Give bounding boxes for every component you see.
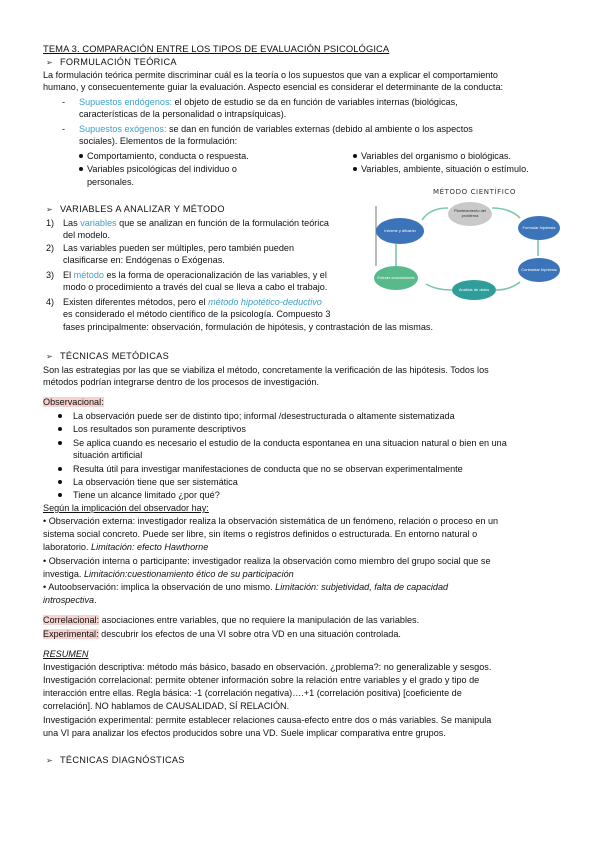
observacion-externa-line: sistema social concreto. Puede ser libre, sin ítems o registros definidos o estructurada. En entorno natural o (43, 529, 478, 539)
section-heading-variables (46, 203, 225, 216)
definition-line: sociales). Elementos de la formulación: (79, 136, 238, 146)
observacion-interna-line: • Observación interna o participante: investigador realiza la observación como miembro del grupo social que se (43, 556, 491, 566)
list-number: 4) (46, 297, 55, 307)
bullet-dot-icon (58, 414, 62, 418)
node-informe-difusion: Informe y difusión (376, 218, 424, 244)
node-analisis-datos: Análisis de datos (452, 280, 496, 300)
bullet-dot-icon (79, 154, 83, 158)
numbered-item-1 (63, 217, 363, 229)
resumen-line: una VI para analizar los efectos producidos sobre una VD. Suele implicar comparativa entre grupos. (43, 728, 446, 738)
line-text: laboratorio. (43, 542, 92, 552)
arrow-bullet-icon: ➢ (46, 205, 54, 214)
term-metodo: método (73, 270, 104, 280)
section-heading-text: TÉCNICAS DIAGNÓSTICAS (60, 755, 185, 765)
line-text: descubrir los efectos de una VI sobre otra VD en una situación controlada. (98, 629, 401, 639)
list-item-text: Comportamiento, conducta o respuesta. (87, 151, 249, 161)
limitation-text: introspectiva (43, 595, 95, 605)
autoobservacion-line (43, 594, 563, 606)
node-contrastar-hipotesis: Contrastar hipótesis (518, 258, 560, 282)
numbered-item-line: es considerado el método científico de la psicología. Compuesto 3 (63, 309, 331, 319)
section-heading-text: VARIABLES A ANALIZAR Y MÉTODO (60, 204, 225, 214)
term-variables: variables (80, 218, 117, 228)
item-text: Existen diferentes métodos, pero el (63, 297, 209, 307)
observacional-item: La observación tiene que ser sistemática (73, 477, 238, 487)
observacional-item-continuation: situación artificial (73, 450, 143, 460)
numbered-item-line: clasificarse en: Endógenas o Exógenas. (63, 255, 225, 265)
bullet-dot-icon (58, 467, 62, 471)
arrow-left-to-top (422, 208, 448, 220)
line-text: • Autoobservación: implica la observación de uno mismo. (43, 582, 276, 592)
bullet-dot (58, 489, 66, 501)
numbered-item-line: fases principalmente: observación, formulación de hipótesis, y contrastación de las mismas. (63, 322, 433, 332)
resumen-line: Investigación descriptiva: método más básico, basado en observación. ¿problema?: no generalizable y sesgos. (43, 662, 492, 672)
paragraph-line: humano, y consecuentemente guiar la evaluación. Aspecto esencial es considerar el determinante de la conducta: (43, 82, 504, 92)
resumen-heading: RESUMEN (43, 649, 89, 659)
limitation-text: Limitación: subjetividad, falta de capacidad (275, 582, 449, 592)
diagram-title: MÉTODO CIENTÍFICO (433, 188, 517, 196)
list-item (79, 163, 237, 175)
dash-bullet: - (62, 124, 66, 134)
bullet-dot-icon (58, 427, 62, 431)
resumen-line: Investigación correlacional: permite obtener información sobre la relación entre variables y el grado y tipo de (43, 675, 480, 685)
limitation-text: Limitación: efecto Hawthorne (91, 542, 209, 552)
term-endogenos: Supuestos endógenos: (79, 97, 173, 107)
autoobservacion-line (43, 581, 568, 593)
arrow-bullet-icon: ➢ (46, 352, 54, 361)
numbered-item-4 (63, 296, 363, 308)
arrow-top-to-right (492, 208, 520, 218)
item-text: Las (63, 218, 81, 228)
line-text: investiga. (43, 569, 84, 579)
node-extraer-conclusiones: Extraer conclusiones (374, 266, 418, 290)
numbered-item-line: modo o procedimiento a través del cual se lleva a cabo el trabajo. (63, 282, 328, 292)
arrow-bottom-to-bottomleft (426, 284, 452, 290)
arrow-bottomright-to-bottom (496, 282, 520, 290)
bullet-dot-icon (58, 441, 62, 445)
section-heading-tecnicas-diagnosticas (46, 754, 185, 767)
paragraph-line: Son las estrategias por las que se viabiliza el método, concretamente la verificación de las hipótesis. Todos los (43, 365, 489, 375)
section-heading-text: FORMULACIÓN TEÓRICA (60, 57, 177, 67)
page-title: TEMA 3. COMPARACIÓN ENTRE LOS TIPOS DE EVALUACIÓN PSICOLÓGICA (43, 43, 390, 54)
line-text: asociaciones entre variables, que no requiere la manipulación de las variables. (99, 615, 420, 625)
observacional-item: Tiene un alcance limitado ¿por qué? (73, 490, 220, 500)
list-number: 3) (46, 270, 55, 280)
bullet-dot (58, 476, 66, 488)
numbered-item-3 (63, 269, 363, 281)
list-item (353, 163, 529, 175)
metodo-cientifico-diagram (370, 186, 570, 300)
list-item-text: Variables, ambiente, situación o estímulo. (361, 164, 529, 174)
item-text: que se analizan en función de la formulación teórica (116, 218, 329, 228)
list-item-continuation: personales. (87, 177, 135, 187)
paragraph-line: métodos podrían integrarse dentro de los procesos de investigación. (43, 377, 320, 387)
correlacional-line (43, 614, 563, 626)
node-formular-hipotesis: Formular hipótesis (518, 216, 560, 240)
definition-endogenos (79, 96, 569, 108)
bullet-dot (58, 463, 66, 475)
bullet-dot-icon (353, 154, 357, 158)
node-planteamiento: Planteamiento del problema (448, 202, 492, 226)
term-metodo-hipotetico-deductivo: método hipotético-deductivo (208, 297, 322, 307)
list-number: 1) (46, 218, 55, 228)
line-text: . (94, 595, 97, 605)
bullet-dot-icon (353, 167, 357, 171)
label-observacional (43, 396, 104, 408)
experimental-line (43, 628, 563, 640)
arrow-bullet-icon: ➢ (46, 756, 54, 765)
bullet-dot-icon (58, 480, 62, 484)
observacion-interna-line (43, 568, 563, 580)
bullet-dot-icon (58, 493, 62, 497)
definition-text: el objeto de estudio se da en función de variables internas (biológicas, (172, 97, 458, 107)
resumen-line: Investigación experimental: permite establecer relaciones causa-efecto entre dos o más variables. Se manipula (43, 715, 492, 725)
bullet-dot (58, 437, 66, 449)
arrow-bullet-icon: ➢ (46, 58, 54, 67)
observacional-item: Se aplica cuando es necesario el estudio de la conducta espontanea en una situacion natural o bien en una (73, 438, 507, 448)
highlighted-label: Observacional: (43, 397, 104, 407)
subheading-implicacion: Según la implicación del observador hay: (43, 503, 209, 513)
section-heading-formulacion (46, 56, 177, 69)
paragraph-line: La formulación teórica permite discriminar cuál es la teoría o los supuestos que van a explicar el comportamiento (43, 70, 498, 80)
numbered-item-2: Las variables pueden ser múltiples, pero también pueden (63, 243, 295, 253)
bullet-dot (58, 423, 66, 435)
resumen-line: correlación]. NO hablamos de CAUSALIDAD, SÍ RELACIÓN. (43, 701, 290, 711)
definition-text: se dan en función de variables externas (debido al ambiente o los aspectos (166, 124, 473, 134)
highlighted-label: Experimental: (43, 629, 99, 639)
list-item-text: Variables psicológicas del individuo o (87, 164, 237, 174)
observacional-item: La observación puede ser de distinto tipo; informal /desestructurada o altamente sistematizada (73, 411, 455, 421)
dash-bullet: - (62, 97, 66, 107)
bullet-dot (58, 410, 66, 422)
bullet-dot-icon (79, 167, 83, 171)
highlighted-label: Correlacional: (43, 615, 100, 625)
limitation-text: Limitación:cuestionamiento ético de su participación (83, 569, 294, 579)
definition-exogenos (79, 123, 569, 135)
resumen-line: interacción entre ellas. Regla básica: -1 (correlación negativa)….+1 (correlación positiva) [coeficiente de (43, 688, 462, 698)
item-text: El (63, 270, 74, 280)
observacional-item: Resulta útil para investigar manifestaciones de conducta que no se observan experimentalmente (73, 464, 463, 474)
list-number: 2) (46, 243, 55, 253)
list-item-text: Variables del organismo o biológicas. (361, 151, 511, 161)
list-item (353, 150, 511, 162)
definition-line: características de la personalidad o intrapsíquicas). (79, 109, 287, 119)
section-heading-tecnicas-metodicas (46, 350, 169, 363)
observacion-externa-line: • Observación externa: investigador realiza la observación sistemática de un fenómeno, relación o proceso en un (43, 516, 499, 526)
observacional-item: Los resultados son puramente descriptivos (73, 424, 246, 434)
item-text: es la forma de operacionalización de las variables, y el (103, 270, 327, 280)
observacion-externa-line (43, 541, 563, 553)
numbered-item-line: del modelo. (63, 230, 111, 240)
list-item (79, 150, 249, 162)
term-exogenos: Supuestos exógenos: (79, 124, 167, 134)
section-heading-text: TÉCNICAS METÓDICAS (60, 351, 170, 361)
